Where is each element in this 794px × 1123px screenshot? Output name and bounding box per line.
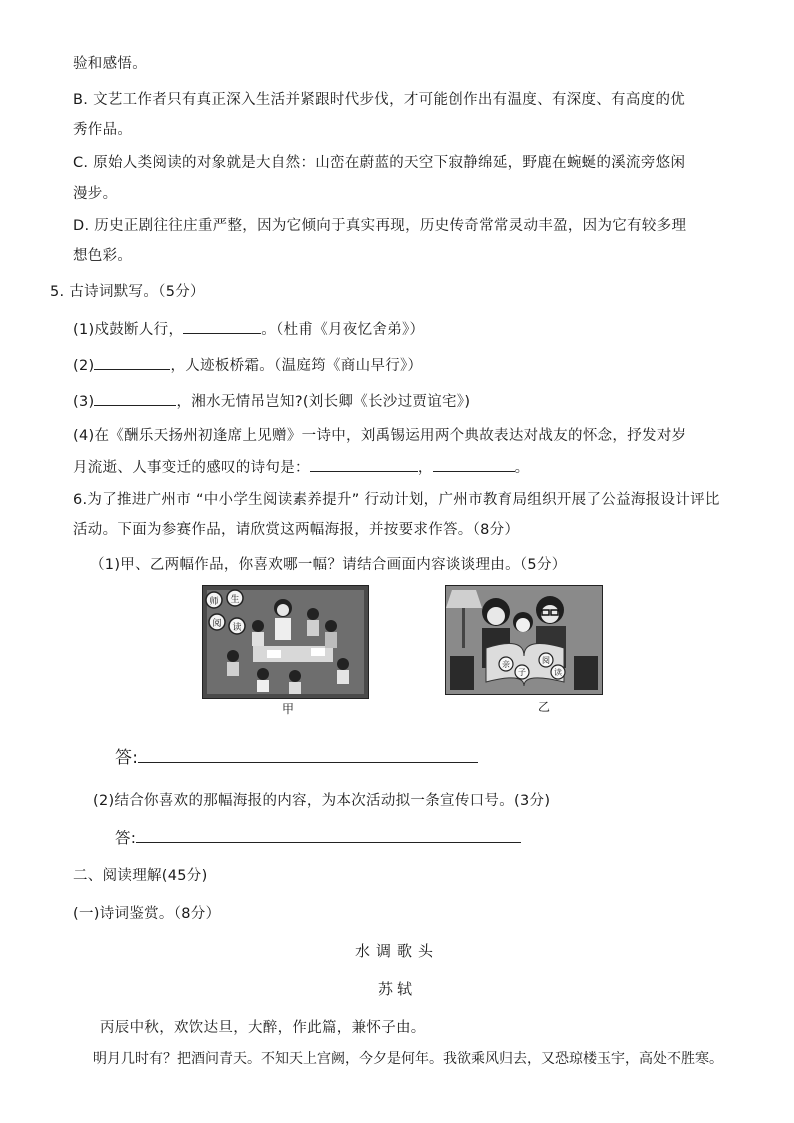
q5-item-3-text-b: ，湘水无情吊岂知?(刘长卿《长沙过贾谊宅》): [176, 394, 471, 410]
poster-b-char-2: 子: [518, 668, 526, 677]
q6-answer-1: [115, 743, 478, 768]
q5-item-1-text-b: 。（杜甫《月夜忆舍弟》）: [261, 322, 425, 338]
q5-item-4-line2: [73, 456, 529, 477]
q4-option-c-line2: 漫步。: [73, 186, 118, 202]
poster-b-illustration: [446, 586, 602, 694]
poster-a-char-3: 阅: [212, 619, 222, 629]
poster-b-image: [445, 585, 603, 695]
q6-answer-2-blank[interactable]: [136, 826, 521, 843]
q5-item-2: [73, 354, 422, 375]
q5-item-4-line1: (4)在《酬乐天扬州初逢席上见赠》一诗中，刘禹锡运用两个典故表达对战友的怀念，抒发对岁: [73, 428, 687, 444]
q6-sub-question-1: （1)甲、乙两幅作品，你喜欢哪一幅？请结合画面内容谈谈理由。（5分）: [90, 557, 567, 573]
q5-item-1-text-a: (1)戍鼓断人行，: [73, 322, 184, 338]
poster-a-char-4: 读: [232, 623, 242, 633]
q5-item-1: [73, 318, 424, 339]
poster-b-char-1: 亲: [502, 660, 510, 669]
poster-b-caption: 乙: [538, 700, 551, 714]
q4-option-c-line1: C. 原始人类阅读的对象就是大自然：山峦在蔚蓝的天空下寂静绵延，野鹿在蜿蜒的溪流旁悠闲: [73, 155, 686, 171]
poem-preface: 丙辰中秋，欢饮达旦，大醉，作此篇，兼怀子由。: [100, 1020, 426, 1036]
q5-item-3-text-a: (3): [73, 394, 95, 410]
poster-a-char-1: 师: [209, 597, 219, 607]
q4-option-d-line2: 想色彩。: [73, 248, 133, 264]
q5-title: 5. 古诗词默写。（5分）: [50, 284, 205, 300]
q6-answer-1-label: 答:: [115, 748, 139, 768]
q6-intro-line1: 6.为了推进广州市 “中小学生阅读素养提升” 行动计划，广州市教育局组织开展了公益海报设计评比: [73, 492, 720, 508]
q5-item-3: [73, 390, 470, 411]
q5-item-2-blank[interactable]: [94, 355, 170, 370]
q6-sub-question-2: (2)结合你喜欢的那幅海报的内容，为本次活动拟一条宣传口号。(3分): [93, 793, 551, 809]
q6-answer-1-blank[interactable]: [138, 746, 478, 763]
q5-item-2-text-b: ，人迹板桥霜。（温庭筠《商山早行》）: [170, 358, 423, 374]
poster-a-image: [202, 585, 369, 699]
q5-item-4-period: 。: [514, 460, 530, 476]
q5-item-1-blank[interactable]: [183, 319, 261, 334]
poster-a-caption: 甲: [282, 702, 295, 716]
q5-item-3-blank[interactable]: [94, 391, 176, 406]
poster-a-illustration: [203, 586, 368, 698]
q4-option-d-line1: D. 历史正剧往往庄重严整，因为它倾向于真实再现，历史传奇常常灵动丰盈，因为它有较多理: [73, 218, 687, 234]
poem-author: 苏轼: [377, 980, 416, 998]
poster-b-char-4: 读: [554, 668, 562, 677]
q5-item-4-comma: ，: [417, 460, 433, 476]
poster-a-char-2: 生: [230, 595, 240, 605]
section-2-title: 二、阅读理解(45分): [73, 868, 208, 884]
q6-answer-2: [115, 826, 521, 848]
poster-b-char-3: 阅: [542, 656, 550, 665]
section-2-part-1: (一)诗词鉴赏。（8分）: [73, 906, 221, 922]
q6-intro-line2: 活动。下面为参赛作品，请欣赏这两幅海报，并按要求作答。（8分）: [73, 522, 520, 538]
q5-item-4-text: 月流逝、人事变迁的感叹的诗句是：: [73, 460, 310, 476]
q4-continuation: 验和感悟。: [73, 56, 147, 72]
q5-item-4-blank-1[interactable]: [310, 457, 418, 472]
q5-item-2-text-a: (2): [73, 358, 95, 374]
q4-option-b-line2: 秀作品。: [73, 122, 133, 138]
q4-option-b-line1: B. 文艺工作者只有真正深入生活并紧跟时代步伐，才可能创作出有温度、有深度、有高度的优: [73, 92, 686, 108]
poem-line-1: 明月几时有？把酒问青天。不知天上宫阙，今夕是何年。我欲乘风归去，又恐琼楼玉宇，高处不胜寒。: [93, 1051, 723, 1067]
poem-title: 水调歌头: [354, 942, 439, 960]
q6-answer-2-label: 答:: [115, 829, 137, 847]
q5-item-4-blank-2[interactable]: [433, 457, 515, 472]
